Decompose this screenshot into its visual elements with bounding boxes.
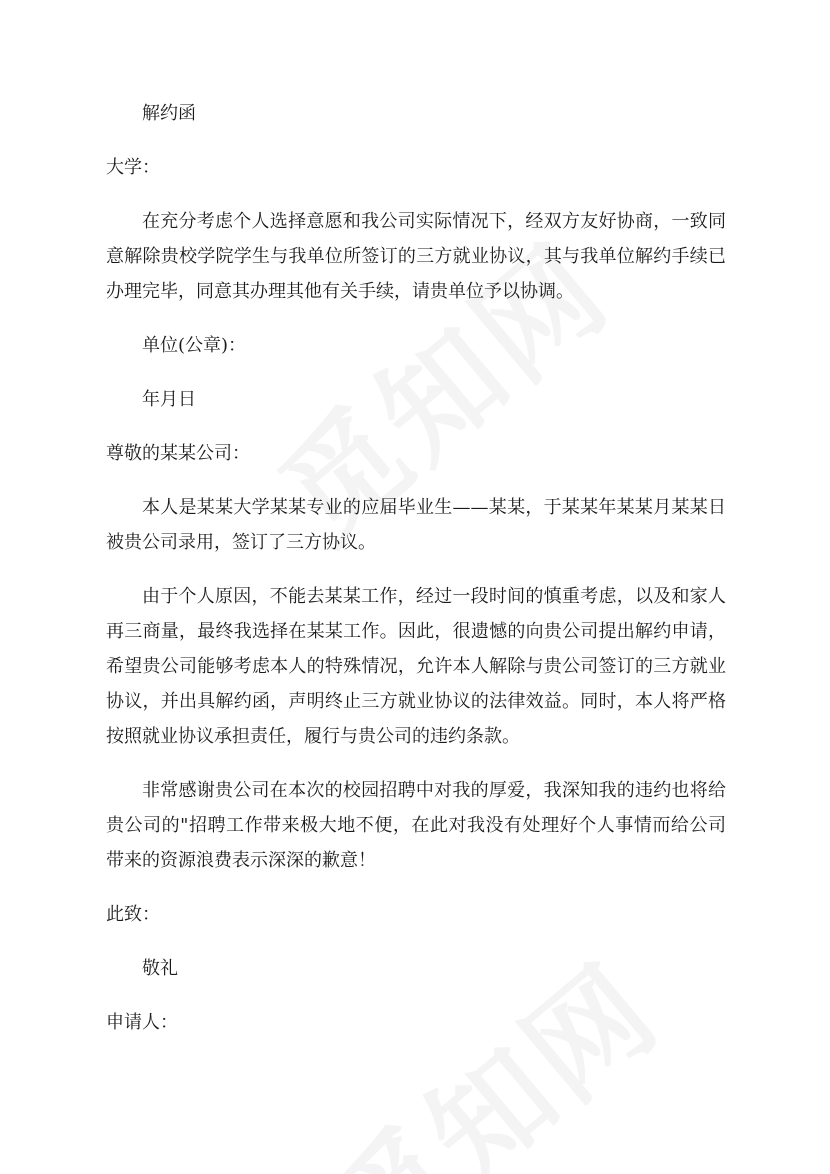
paragraph-apology: 非常感谢贵公司在本次的校园招聘中对我的厚爱，我深知我的违约也将给贵公司的"招聘工作带来极大地不便，在此对我没有处理好个人事情而给公司带来的资源浪费表示深深的歉意！ [106,780,726,871]
seal-label: 单位(公章)： [142,335,247,356]
paragraph-introduction: 本人是某某大学某某专业的应届毕业生——某某，于某某年某某月某某日被贵公司录用，签订了三方协议。 [106,497,726,553]
date-label: 年月日 [142,389,196,410]
salutation-company: 尊敬的某某公司： [106,443,250,464]
document-title: 解约函 [142,103,196,124]
closing-jingli: 敬礼 [142,958,178,979]
closing-cizhi: 此致： [106,904,160,925]
salutation-university: 大学： [106,157,160,178]
applicant-label: 申请人： [106,1012,178,1033]
letter-body [106,96,726,1040]
paragraph-reason: 由于个人原因，不能去某某工作，经过一段时间的慎重考虑，以及和家人再三商量，最终我选择在某某工作。因此，很遗憾的向贵公司提出解约申请，希望贵公司能够考虑本人的特殊情况，允许本人解除与贵公司签订的三方就业协议，并出具解约函，声明终止三方就业协议的法律效益。同时，本人将严格按照就业协议承担责任，履行与贵公司的违约条款。 [106,586,726,747]
paragraph-release-notice: 在充分考虑个人选择意愿和我公司实际情况下，经双方友好协商，一致同意解除贵校学院学生与我单位所签订的三方就业协议，其与我单位解约手续已办理完毕，同意其办理其他有关手续，请贵单位予以协调。 [106,211,726,302]
